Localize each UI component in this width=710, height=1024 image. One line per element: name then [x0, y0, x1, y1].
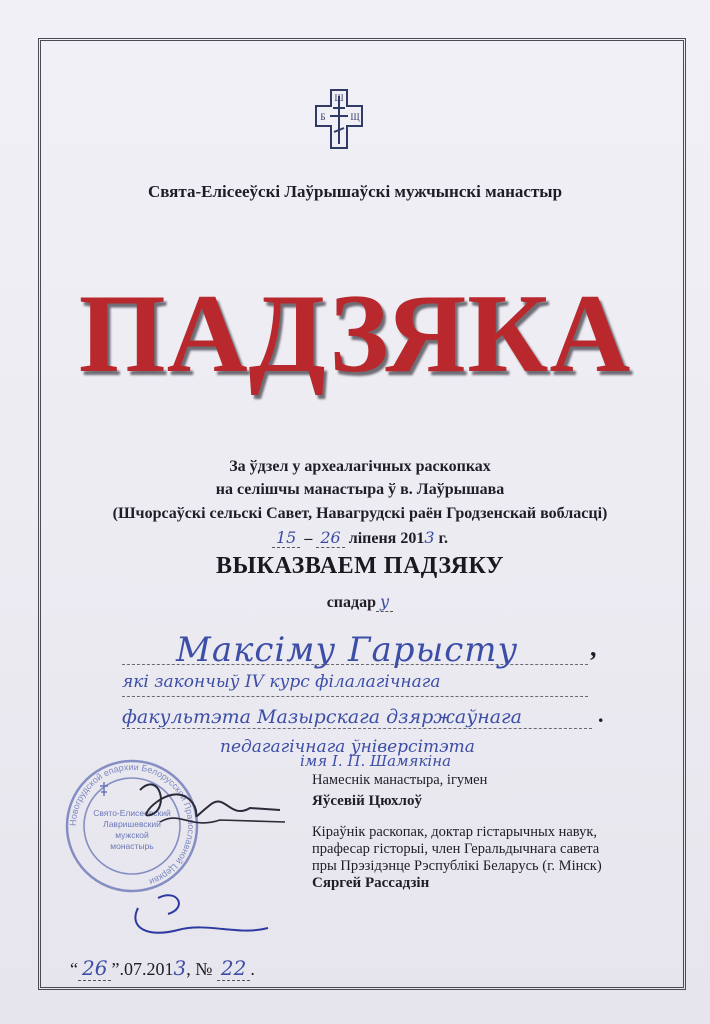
reason-line-1: За ўдзел у археалагічных раскопках	[229, 458, 491, 475]
document-date	[70, 956, 255, 980]
date-year-digit: 3	[424, 528, 435, 547]
handwritten-row-3: педагагічнага ўніверсітэта	[220, 737, 475, 757]
signatures-block	[312, 772, 682, 892]
document-month-year: .07.201	[119, 959, 174, 979]
emblem-letter-top: Ш	[334, 93, 344, 103]
writing-line-2	[122, 696, 588, 697]
stamp-line-1: Свято-Елисеевский	[93, 808, 171, 818]
addressee-label	[0, 592, 710, 612]
stamp-outer-text: Новогрудской епархии Белорусской Православной Церкви	[67, 761, 197, 888]
handwritten-name: Максіму Гарысту	[176, 630, 519, 670]
signatory2-role-2: прафесар гісторыі, член Геральдычнага савета	[312, 841, 600, 857]
signature-igumen-icon	[130, 770, 290, 840]
date-separator: –	[304, 530, 313, 547]
reason-line-3: (Шчорсаўскі сельскі Савет, Навагрудскі раён Гродзенскай вобласці)	[112, 505, 608, 522]
date-comma: ,	[186, 959, 191, 979]
signatory2-role-3: пры Прэзідэнце Рэспублікі Беларусь (г. Мінск)	[312, 858, 602, 874]
date-close-quote: ”	[111, 959, 120, 979]
signatory2-name: Сяргей Рассадзін	[312, 875, 430, 891]
dates-line	[0, 528, 710, 548]
date-suffix: г.	[438, 530, 448, 547]
date-start: 15	[272, 528, 300, 548]
express-gratitude-heading: ВЫКАЗВАЕМ ПАДЗЯКУ	[215, 553, 505, 579]
document-number: 22	[217, 956, 250, 981]
addressee-suffix: у	[376, 592, 393, 612]
date-month-year: ліпеня 201	[348, 530, 425, 547]
document-year-digit: 3	[173, 956, 187, 980]
emblem-letter-left: Б	[320, 112, 326, 122]
signatory1-name: Яўсевій Цюхлоў	[312, 793, 422, 809]
date-open-quote: “	[70, 959, 78, 979]
name-comma: ,	[590, 633, 597, 662]
addressee-prefix: спадар	[326, 594, 377, 611]
signature-scribble-icon	[118, 878, 278, 944]
date-end: .	[250, 959, 255, 979]
writing-line-3	[122, 728, 592, 729]
signatory2-role-1: Кіраўнік раскопак, доктар гістарычных навук,	[312, 824, 598, 840]
number-label: №	[195, 959, 213, 979]
handwritten-row-1: які закончыў IV курс філалагічнага	[122, 672, 441, 692]
stamp-line-3: мужской	[115, 830, 149, 840]
sentence-period: .	[598, 702, 604, 727]
certificate-title: ПАДЗЯКА	[78, 272, 632, 396]
date-end: 26	[316, 528, 344, 548]
stamp-line-2: Лавришевский	[103, 819, 161, 829]
signatory1-role: Намеснік манастыра, ігумен	[312, 772, 488, 788]
reason-line-2: на селішчы манастыра ў в. Лаўрышава	[215, 481, 505, 498]
monastery-name: Свята-Елісееўскі Лаўрышаўскі мужчынскі манастыр	[147, 182, 563, 201]
handwritten-row-4: імя І. П. Шамякіна	[300, 752, 452, 770]
handwritten-row-2: факультэта Мазырскага дзяржаўнага	[122, 706, 522, 728]
emblem-letter-right: Щ	[350, 112, 360, 122]
orthodox-cross-emblem-icon	[314, 88, 364, 150]
document-day: 26	[78, 956, 111, 981]
stamp-line-4: монастырь	[110, 841, 154, 851]
